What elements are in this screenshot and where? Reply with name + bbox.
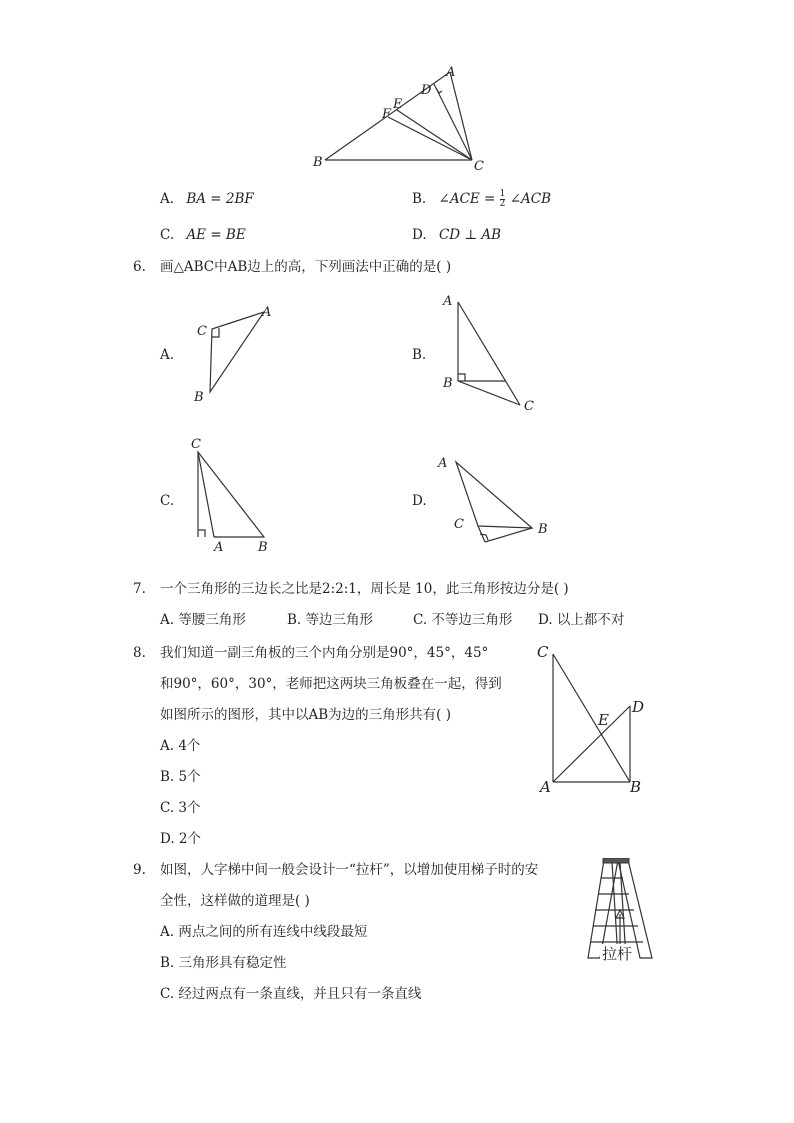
label-B: B [538,522,548,537]
segment-CD [434,84,472,160]
label-A: A [214,540,224,555]
q5-option-d-text: CD ⊥ AB [438,227,502,243]
q5-option-a-letter: A. [160,191,175,207]
label-C: C [191,437,201,452]
q6-stem: 画△ABC中AB边上的高，下列画法中正确的是( ) [160,259,452,275]
label-A: A [262,305,272,320]
segment-AC [458,302,520,405]
q5-label-C: C [474,159,484,174]
q6-option-b-letter[interactable]: B. [412,347,427,363]
label-B: B [443,376,453,391]
label-C: C [524,399,534,414]
right-angle-mark [198,530,205,537]
q5-label-D: D [421,83,432,98]
q8-option-b[interactable]: B. 5个 [160,769,201,785]
segment-CA [198,452,214,537]
q5-label-E: E [393,97,403,112]
q8-label-E: E [598,711,609,729]
q6-option-d-figure [434,450,559,550]
q7-stem: 一个三角形的三边长之比是2:2:1，周长是 10，此三角形按边分是( ) [160,581,569,597]
q8-stem-line2: 和90°，60°，30°，老师把这两块三角板叠在一起，得到 [160,676,502,692]
segment-BC [458,381,520,405]
q9-option-a[interactable]: A. 两点之间的所有连线中线段最短 [160,924,368,940]
q6-option-c-letter[interactable]: C. [160,493,175,509]
q6-option-a-letter[interactable]: A. [160,347,175,363]
q9-option-c[interactable]: C. 经过两点有一条直线，并且只有一条直线 [160,986,422,1002]
q6-option-d-letter[interactable]: D. [412,493,427,509]
q5-figure [305,60,495,175]
q7-option-a[interactable]: A. 等腰三角形 [160,612,246,628]
label-C: C [454,517,464,532]
q9-number: 9. [133,862,146,878]
q8-option-c[interactable]: C. 3个 [160,800,201,816]
q8-number: 8. [133,645,146,661]
height-line [485,528,532,542]
q6-option-c-figure [186,434,276,556]
segment-CF [388,117,472,160]
q5-option-d-letter: D. [412,227,427,243]
q8-label-B: B [630,778,642,796]
q5-option-b-fraction [500,190,506,209]
q8-stem-line1: 我们知道一副三角板的三个内角分别是90°，45°，45° [160,645,489,661]
label-A: A [443,294,453,309]
triangle [210,312,264,392]
q6-option-b-figure [440,290,550,415]
fraction-numerator: 1 [499,189,506,199]
label-B: B [194,390,204,405]
q5-option-b-letter: B. [412,191,427,207]
q8-label-D: D [632,698,645,716]
q5-option-c[interactable] [160,226,246,244]
right-angle-mark-D [436,88,442,93]
q7-option-c[interactable]: C. 不等边三角形 [413,612,513,628]
q9-option-b[interactable]: B. 三角形具有稳定性 [160,955,287,971]
q5-label-F: F [382,107,392,122]
q8-stem-line3: 如图所示的图形，其中以AB为边的三角形共有( ) [160,707,451,723]
right-angle-mark [458,374,465,381]
q5-option-c-text: AE = BE [186,227,246,243]
q5-option-a[interactable] [160,190,254,208]
q7-number: 7. [133,581,146,597]
q6-option-a-figure [192,302,282,407]
q5-option-b-post: ∠ACB [509,191,551,207]
q9-stem-line1: 如图，人字梯中间一般会设计一“拉杆”，以增加使用梯子时的安 [160,862,539,878]
q9-stem-line2: 全性，这样做的道理是( ) [160,893,310,909]
q7-option-d[interactable]: D. 以上都不对 [538,612,625,628]
q5-option-c-letter: C. [160,227,175,243]
ladder-label: 拉杆 [602,945,633,963]
q5-option-b-pre: ∠ACE = [438,191,500,207]
label-B: B [258,540,268,555]
label-A: A [438,456,448,471]
q8-label-C: C [537,643,549,661]
q8-option-d[interactable]: D. 2个 [160,831,202,847]
right-angle-mark [212,328,219,337]
q5-option-b[interactable] [412,190,551,209]
q5-option-d[interactable] [412,226,501,244]
segment-CA [450,72,472,160]
triangle [456,462,532,528]
q7-option-b[interactable]: B. 等边三角形 [287,612,374,628]
q5-label-A: A [446,65,456,80]
q8-option-a[interactable]: A. 4个 [160,738,201,754]
q8-figure [534,640,660,800]
triangle-sides [198,452,264,537]
ladder-illustration [576,858,658,968]
fraction-denominator: 2 [499,199,506,209]
q5-label-B: B [313,155,323,170]
q8-label-A: A [540,778,551,796]
label-C: C [197,324,207,339]
q6-number: 6. [133,259,146,275]
q5-figure-lines [325,72,472,160]
q5-option-a-text: BA = 2BF [186,191,254,207]
segment-CE [397,110,472,160]
